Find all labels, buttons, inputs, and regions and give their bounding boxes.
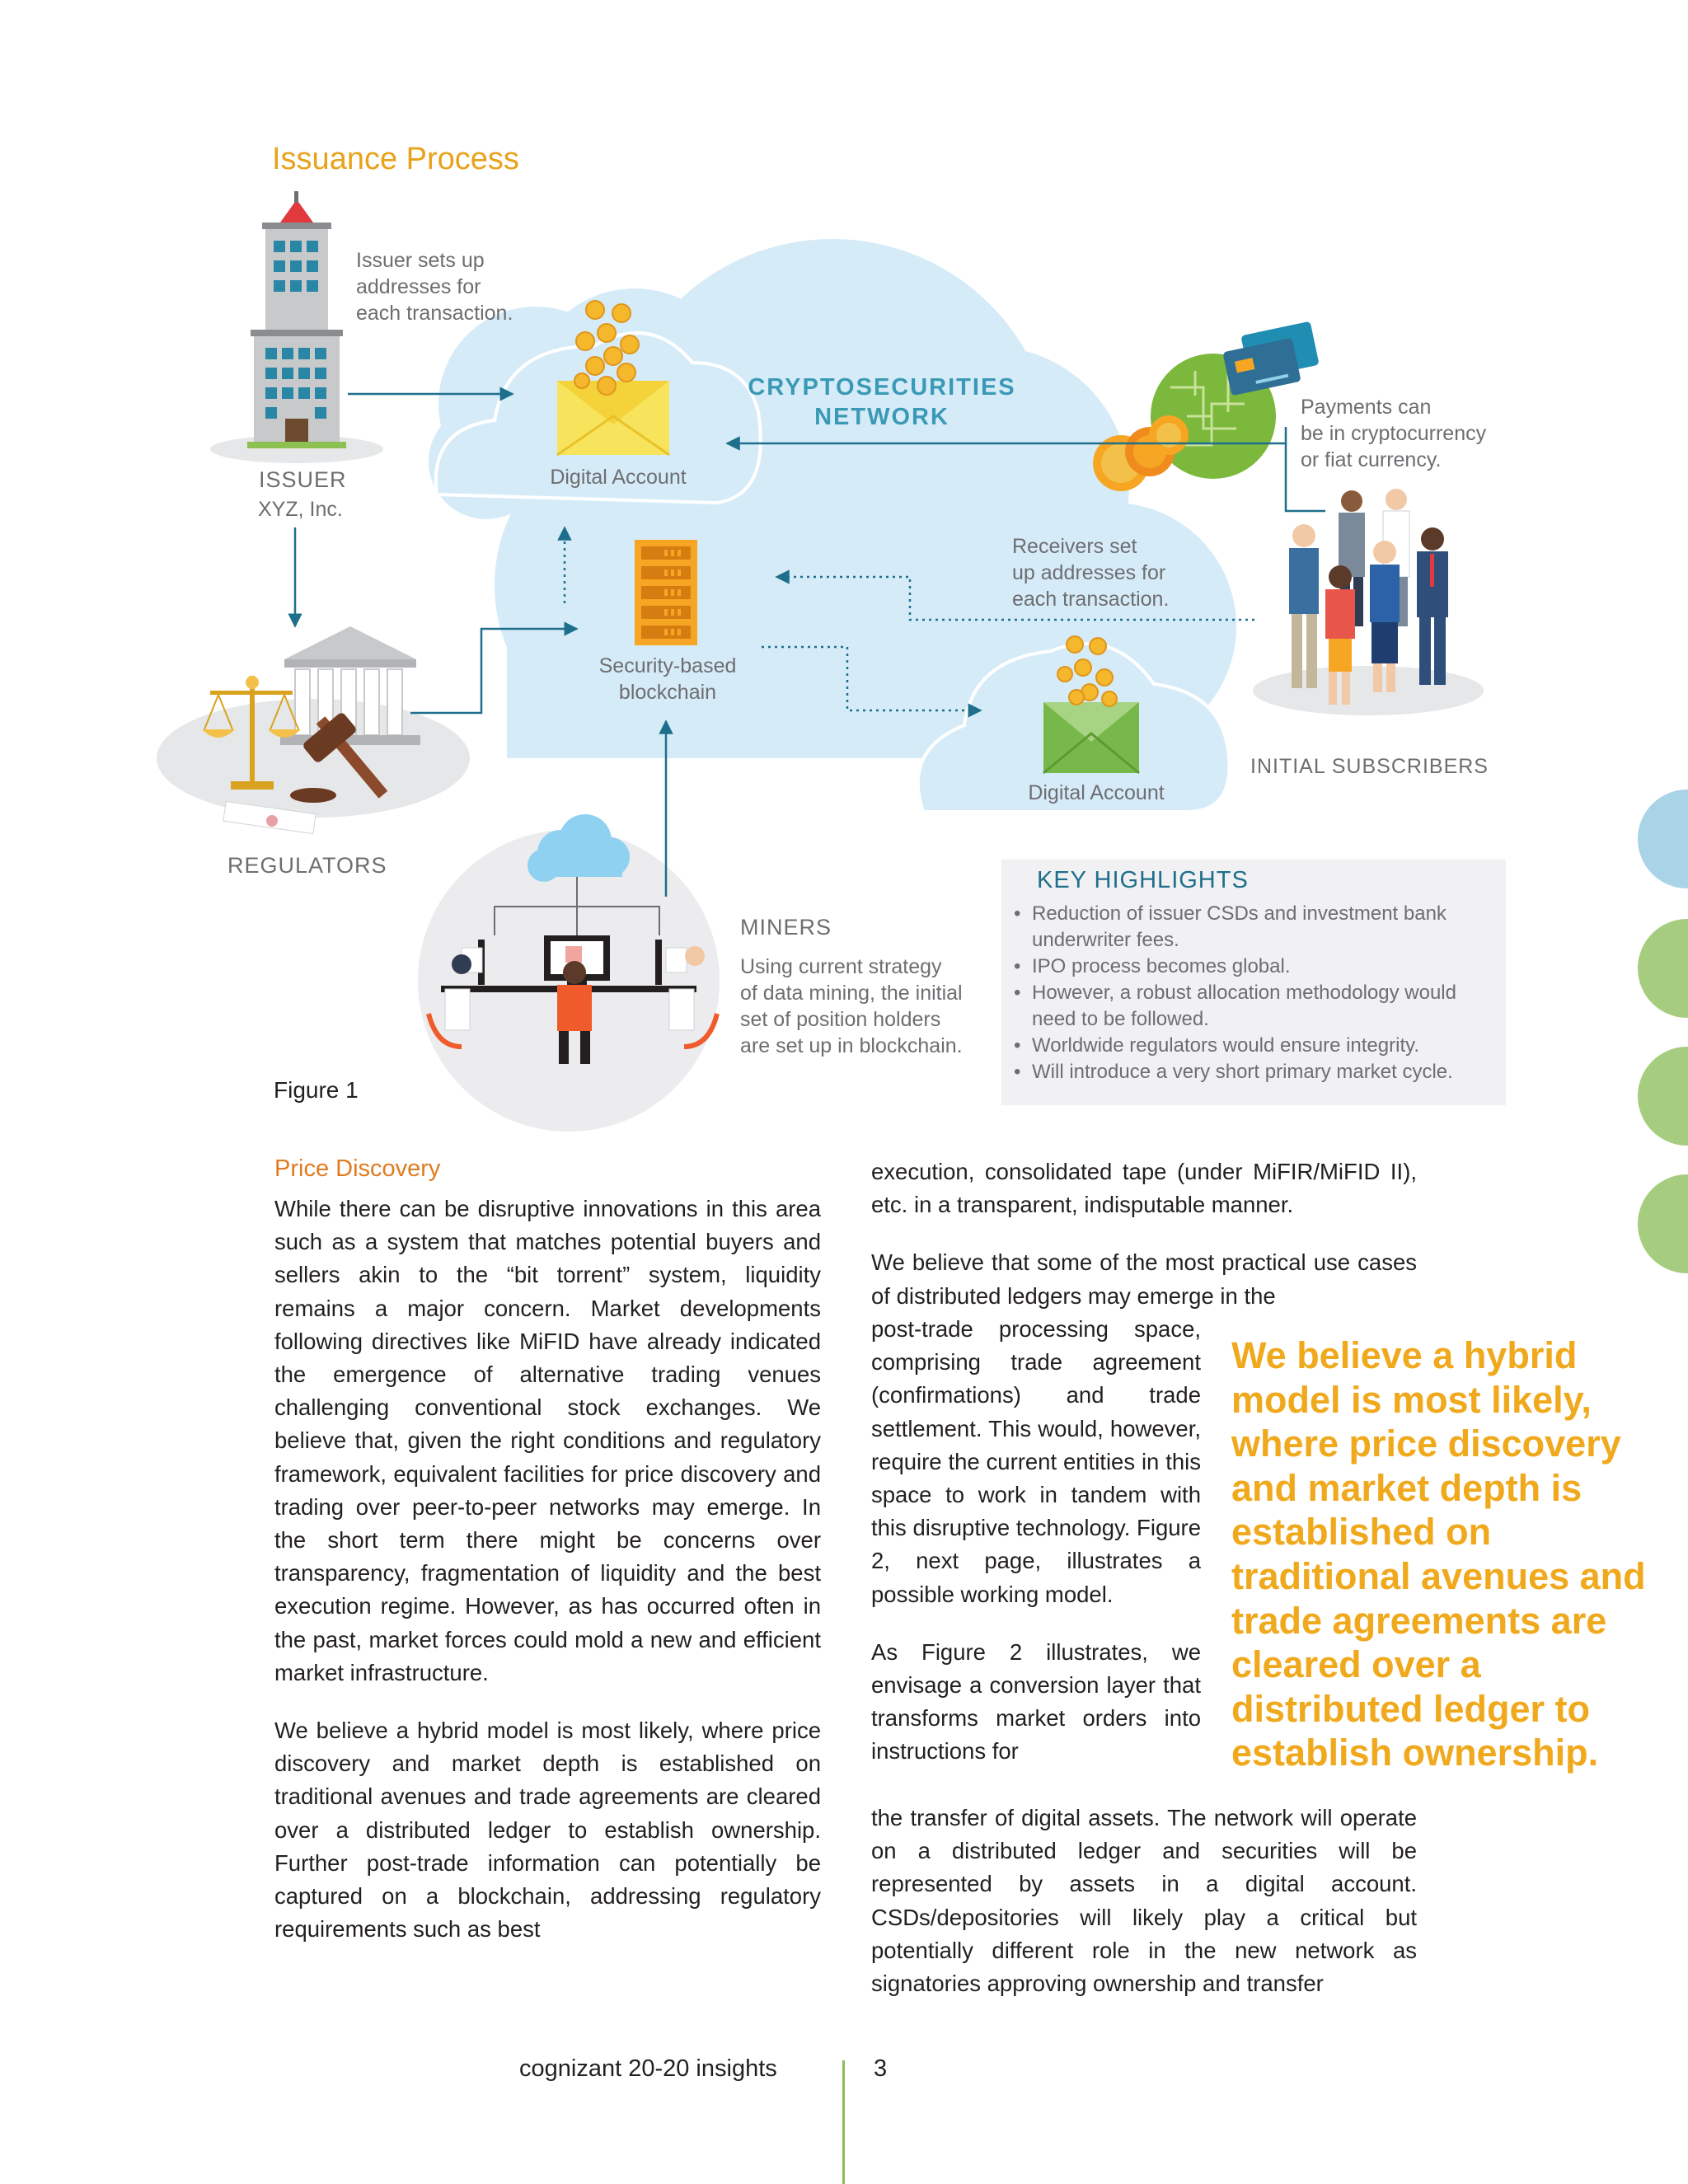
credit-card-icon [1222,321,1319,396]
paragraph: We believe a hybrid model is most likely, where price discovery and market depth is established on traditional avenues and trade agreements are cleared over a distributed ledger to establish ownership. Further post-trade information can potentially be captured on a blockchain, addressing regulatory requirements such as best [274,1718,821,1943]
page-number: 3 [874,2055,888,2082]
key-highlights-list [1012,901,1498,1085]
highlight-item: • However, a robust allocation methodology would need to be followed. [1012,980,1498,1033]
digital-account-label: Digital Account [550,466,687,489]
miners-workstation-icon [418,814,720,1132]
figure-caption: Figure 1 [274,1077,359,1103]
right-column-narrow [871,1313,1201,1769]
paragraph: While there can be disruptive innovations in this area such as a system that matches potential buyers and sellers akin to the “bit torrent” system, liquidity remains a major concern. Market developments following directives like MiFID have already indicated the emergence of alternative trading venues challenging conventional stock exchanges. We believe that, given the right conditions and regulatory framework, equivalent facilities for price discovery and trading over peer-to-peer networks may emerge. In the short term there might be concerns over transparency, fragmentation of liquidity and the best execution regime. However, as has occurred often in the past, market forces could mold a new and efficient market infrastructure. [274,1196,821,1685]
figure-title: Issuance Process [272,142,519,176]
highlight-item: • Worldwide regulators would ensure integrity. [1012,1033,1498,1059]
issuer-label: ISSUER [259,467,347,492]
publication-name: cognizant 20-20 insights [519,2055,777,2082]
highlight-item: • IPO process becomes global. [1012,954,1498,980]
receivers-caption: Receivers set up addresses for each transaction. [1012,535,1170,611]
key-highlights-title: KEY HIGHLIGHTS [1037,867,1249,893]
paragraph: As Figure 2 illustrates, we envisage a conversion layer that transforms market orders into instructions for [871,1638,1201,1765]
regulators-label: REGULATORS [227,853,387,878]
blockchain-label: Security-based blockchain [598,654,737,704]
payments-caption: Payments can be in cryptocurrency or fiat currency. [1301,396,1487,471]
paragraph: the transfer of digital assets. The network will operate on a distributed ledger and securities will be represented by assets in a digital account. CSDs/depositories will likely play a critical but potentially different role in the new network as signatories approving ownership and transfer [871,1805,1417,1997]
blockchain-server-icon [635,540,697,645]
subscriber-account-label: Digital Account [1028,781,1165,804]
side-dot-green [1638,1174,1688,1273]
section-heading: Price Discovery [274,1155,441,1182]
highlight-item: • Will introduce a very short primary market cycle. [1012,1059,1498,1085]
courthouse-scale-icon [157,626,470,834]
right-column-top [871,1155,1417,1313]
paragraph: execution, consolidated tape (under MiFIR/MiFID II), etc. in a transparent, indisputable manner. [871,1159,1417,1218]
subscribers-label: INITIAL SUBSCRIBERS [1250,755,1489,778]
paragraph: post-trade processing space, comprising trade agreement (confirmations) and trade settlement. This would, however, require the current entities in this space to work in tandem with this disruptive technology. Figure 2, next page, illustrates a possible working model. [871,1316,1201,1607]
building-icon [210,191,383,463]
left-column [274,1193,821,1971]
people-group-icon [1253,489,1484,715]
highlight-item: • Reduction of issuer CSDs and investment bank underwriter fees. [1012,901,1498,954]
right-column-bottom [871,1802,1417,2000]
miners-label: MINERS [740,915,832,940]
issuer-sublabel: XYZ, Inc. [258,498,343,521]
pull-quote: We believe a hybrid model is most likely, where price discovery and market depth is established on traditional avenues and trade agreements are cleared over a distributed ledger to establish ownership. [1231,1334,1646,1774]
envelope-icon [1043,702,1139,773]
paragraph: We believe that some of the most practical use cases of distributed ledgers may emerge in the [871,1249,1417,1309]
miners-caption: Using current strategy of data mining, the initial set of position holders are set up in blockchain. [740,955,963,1057]
issuer-caption: Issuer sets up addresses for each transaction. [356,249,513,325]
network-label: CRYPTOSECURITIES NETWORK [748,374,1016,430]
key-highlights-box [1001,860,1506,1105]
footer-divider [842,2060,845,2184]
